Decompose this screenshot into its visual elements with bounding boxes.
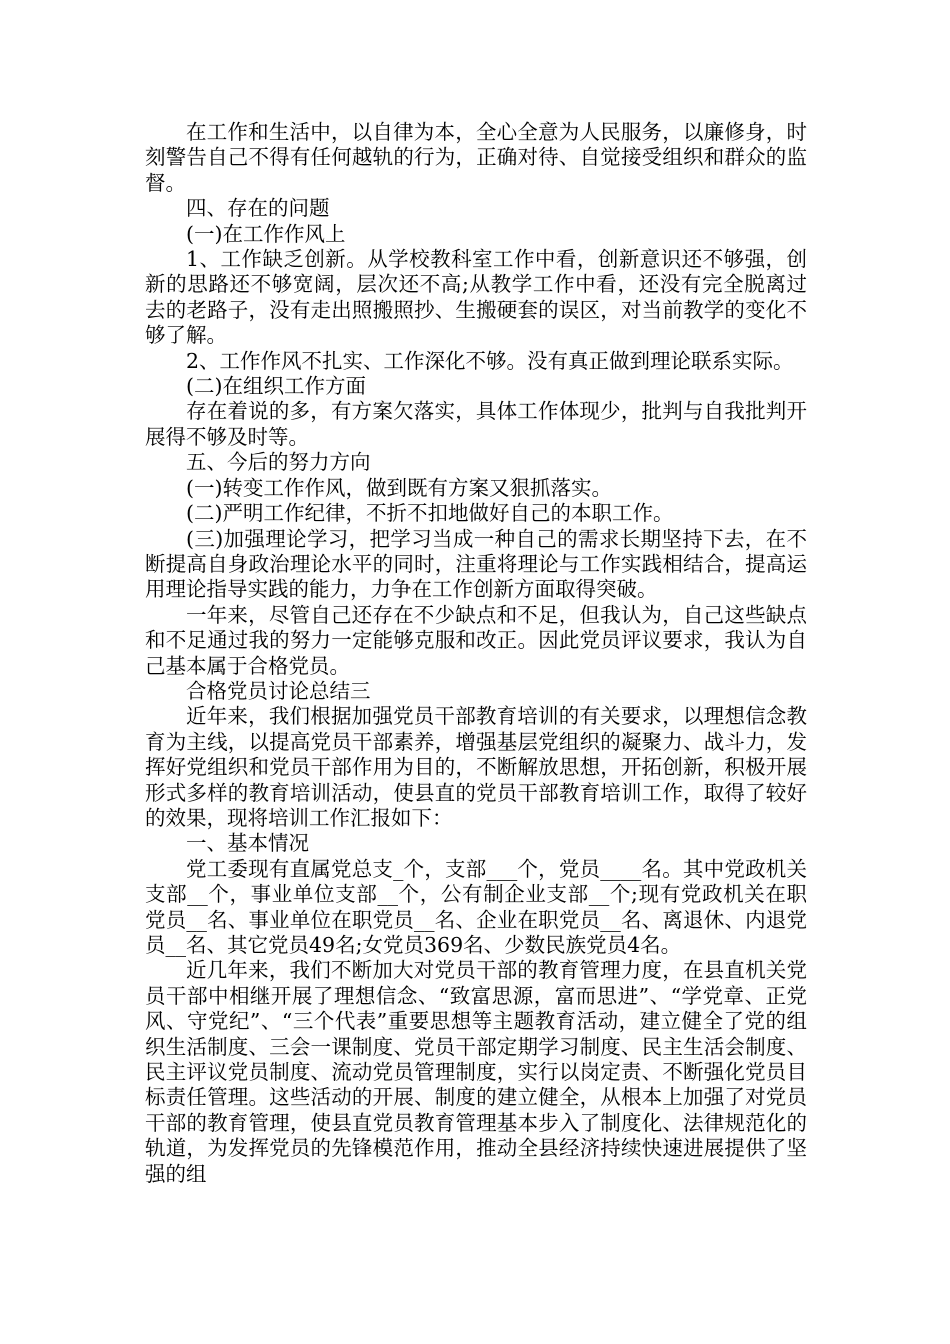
list-item-theory-study: (三)加强理论学习，把学习当成一种自己的需求长期坚持下去，在不断提高自身政治理论水平的同时，注重将理论与工作实践相结合，提高运用理论指导实践的能力，力争在工作创新方面取得突破。	[145, 526, 807, 602]
heading-basic-situation: 一、基本情况	[186, 831, 309, 856]
paragraph-organization-issues: 存在着说的多，有方案欠落实，具体工作体现少，批判与自我批判开展得不够及时等。	[145, 399, 807, 449]
paragraph-year-summary: 一年来，尽管自己还存在不少缺点和不足，但我认为，自己这些缺点和不足通过我的努力一定能够克服和改正。因此党员评议要求，我认为自己基本属于合格党员。	[145, 602, 807, 678]
paragraph-education-management: 近几年来，我们不断加大对党员干部的教育管理力度，在县直机关党员干部中相继开展了理想信念、“致富思源，富而思进”、“学党章、正党风、守党纪”、“三个代表”重要思想等主题教育活动，建立健全了党的组织生活制度、三会一课制度、党员干部定期学习制度、民主生活会制度、民主评议党员制度、流动党员管理制度，实行以岗定责、不断强化党员目标责任管理。这些活动的开展、制度的建立健全，从根本上加强了对党员干部的教育管理，使县直党员教育管理基本步入了制度化、法律规范化的轨道，为发挥党员的先锋模范作用，推动全县经济持续快速进展提供了坚强的组	[145, 958, 807, 1186]
paragraph-self-discipline: 在工作和生活中，以自律为本，全心全意为人民服务，以廉修身，时刻警告自己不得有任何越轨的行为，正确对待、自觉接受组织和群众的监督。	[145, 120, 807, 195]
paragraph-not-solid: 2、工作作风不扎实、工作深化不够。没有真正做到理论联系实际。	[186, 348, 794, 373]
list-item-discipline: (二)严明工作纪律，不折不扣地做好自己的本职工作。	[186, 501, 674, 526]
list-item-change-style: (一)转变工作作风，做到既有方案又狠抓落实。	[186, 475, 612, 500]
paragraph-party-statistics: 党工委现有直属党总支_个，支部___个，党员____名。其中党政机关支部__个，事业单位支部__个，公有制企业支部__个;现有党政机关在职党员__名、事业单位在职党员__名、企业在职党员__名、离退休、内退党员__名、其它党员49名;女党员369名、少数民族党员4名。	[145, 856, 807, 957]
subheading-work-style: (一)在工作作风上	[186, 221, 346, 246]
document-page	[145, 120, 807, 1187]
paragraph-training-intro: 近年来，我们根据加强党员干部教育培训的有关要求，以理想信念教育为主线，以提高党员干部素养，增强基层党组织的凝聚力、战斗力，发挥好党组织和党员干部作用为目的，不断解放思想，开拓创新，积极开展形式多样的教育培训活动，使县直的党员干部教育培训工作，取得了较好的效果，现将培训工作汇报如下：	[145, 704, 807, 830]
heading-existing-problems: 四、存在的问题	[186, 196, 330, 221]
heading-future-direction: 五、今后的努力方向	[186, 450, 371, 475]
paragraph-lack-innovation: 1、工作缺乏创新。从学校教科室工作中看，创新意识还不够强，创新的思路还不够宽阔，层次还不高;从教学工作中看，还没有完全脱离过去的老路子，没有走出照搬照抄、生搬硬套的误区，对当前教学的变化不够了解。	[145, 247, 807, 348]
subheading-organization-work: (二)在组织工作方面	[186, 374, 366, 399]
section-title-summary-three: 合格党员讨论总结三	[186, 678, 371, 703]
